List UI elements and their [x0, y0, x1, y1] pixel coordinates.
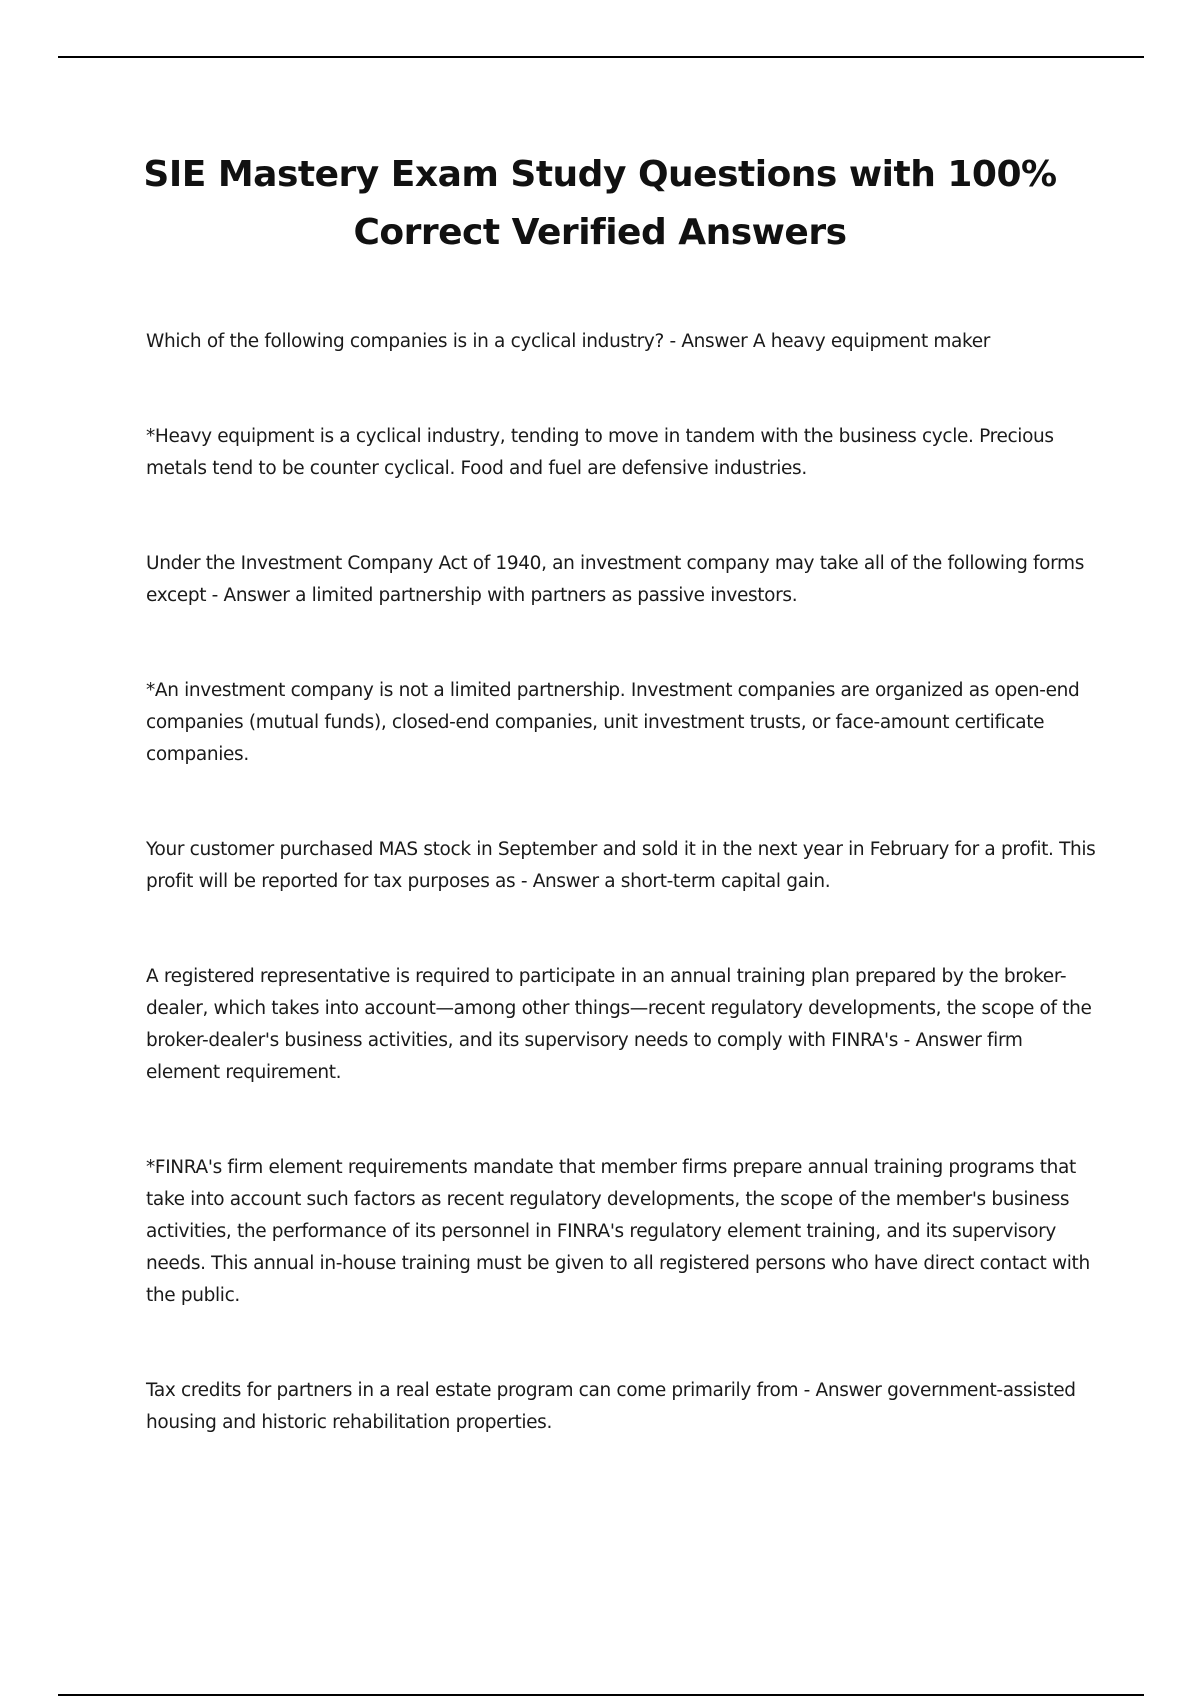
- explanation-2: *An investment company is not a limited partnership. Investment companies are organized as open-end companies (mutual funds), closed-end companies, unit investment trusts, or face-amount certificate companies.: [146, 680, 1080, 765]
- question-3: Your customer purchased MAS stock in September and sold it in the next year in February for a profit. This profit will be reported for tax purposes as - Answer a short-term capital gain.: [146, 839, 1096, 892]
- document-title: SIE Mastery Exam Study Questions with 100% Correct Verified Answers: [143, 154, 1057, 253]
- question-2: Under the Investment Company Act of 1940, an investment company may take all of the following forms except - Answer a limited partnership with partners as passive investors.: [146, 553, 1085, 606]
- explanation-4: *FINRA's firm element requirements mandate that member firms prepare annual training programs that take into account such factors as recent regulatory developments, the scope of the member's business activities, the performance of its personnel in FINRA's regulatory element training, and its supervisory needs. This annual in-house training must be given to all registered persons who have direct contact with the public.: [146, 1157, 1090, 1306]
- bottom-rule: [58, 1694, 1144, 1696]
- top-rule: [58, 56, 1144, 58]
- document-body: [146, 326, 1096, 1439]
- question-4: A registered representative is required to participate in an annual training plan prepared by the broker-dealer, which takes into account—among other things—recent regulatory developments, the scope of the broker-dealer's business activities, and its supervisory needs to comply with FINRA's - Answer firm element requirement.: [146, 966, 1092, 1083]
- question-5: Tax credits for partners in a real estate program can come primarily from - Answer government-assisted housing and historic rehabilitation properties.: [146, 1380, 1076, 1433]
- question-1: Which of the following companies is in a cyclical industry? - Answer A heavy equipment maker: [146, 331, 991, 352]
- explanation-1: *Heavy equipment is a cyclical industry, tending to move in tandem with the business cycle. Precious metals tend to be counter cyclical. Food and fuel are defensive industries.: [146, 426, 1054, 479]
